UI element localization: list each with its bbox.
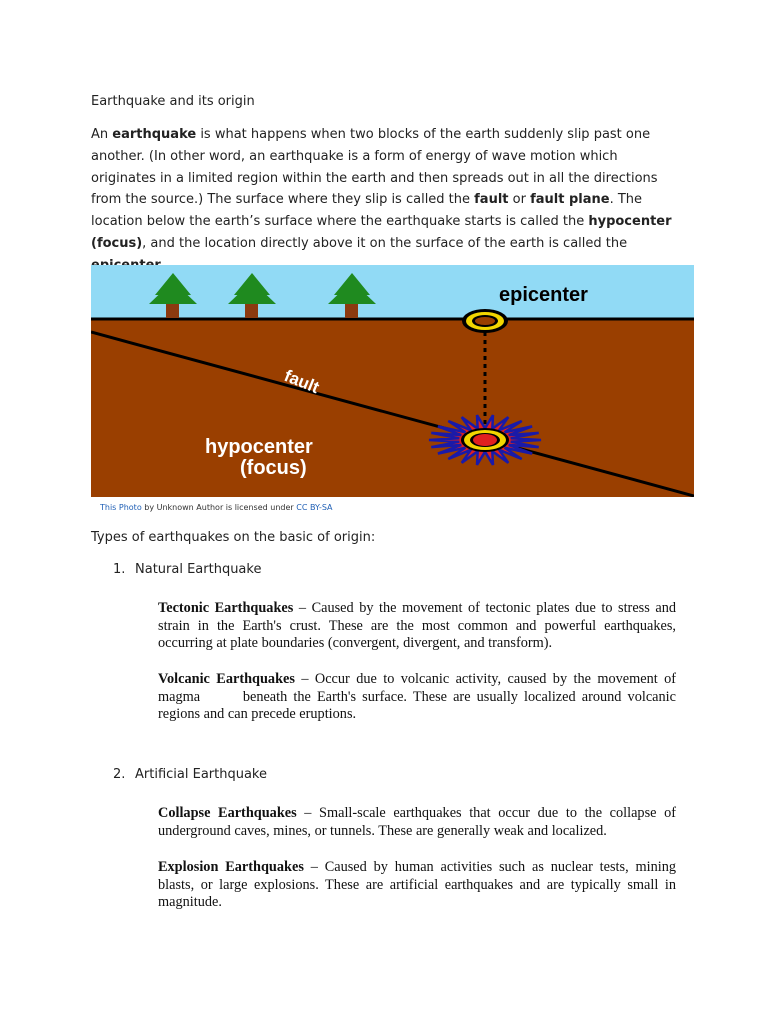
types-heading: Types of earthquakes on the basic of origin: bbox=[91, 530, 376, 545]
photo-link[interactable]: This Photo bbox=[100, 503, 142, 512]
intro-text: is what happens when two blocks of the earth suddenly slip past one another. (In other word, an earthquake is a form of energy of wave motion which originates in a limited region within the earth and then spreads out in all the directions from the source.) The surface where they slip is called the bbox=[91, 127, 658, 208]
definition-title: Explosion Earthquakes bbox=[158, 859, 304, 875]
definition-text: – Caused by human activities such as nuclear tests, mining blasts, or large explosions. These are artificial earthquakes and are typically small in magnitude. bbox=[158, 859, 676, 910]
list-label: Artificial Earthquake bbox=[135, 767, 267, 782]
page-heading: Earthquake and its origin bbox=[91, 94, 255, 109]
intro-text: , and the location directly above it on the surface of the earth is called the bbox=[142, 235, 628, 251]
definition-text: – Small-scale earthquakes that occur due to the collapse of underground caves, mines, or tunnels. These are generally weak and localized. bbox=[158, 805, 676, 839]
definition-title: Collapse Earthquakes bbox=[158, 805, 297, 821]
list-item-natural bbox=[113, 562, 261, 577]
list-label: Natural Earthquake bbox=[135, 562, 262, 577]
focus-label: (focus) bbox=[240, 457, 307, 479]
fault-label: fault bbox=[281, 366, 322, 398]
list-number: 1. bbox=[113, 562, 126, 577]
definition-explosion bbox=[158, 859, 676, 912]
definition-text: – Caused by the movement of tectonic plates due to stress and strain in the Earth's crust. These are the most common and powerful earthquakes, occurring at plate boundaries (convergent, divergent, and transform). bbox=[158, 600, 676, 651]
license-link[interactable]: CC BY-SA bbox=[296, 503, 333, 512]
epicenter-marker-icon bbox=[462, 309, 508, 333]
intro-text: An bbox=[91, 127, 113, 142]
definition-title: Volcanic Earthquakes bbox=[158, 671, 295, 687]
keyword-hypocenter: hypocenter (focus) bbox=[91, 214, 672, 251]
credit-text: by Unknown Author is licensed under bbox=[141, 503, 297, 512]
intro-text: . The location below the earth’s surface where the earthquake starts is called the bbox=[91, 192, 643, 230]
keyword-fault: fault bbox=[474, 192, 509, 208]
keyword-earthquake: earthquake bbox=[112, 127, 197, 142]
definition-tectonic bbox=[158, 600, 676, 653]
definition-title: Tectonic Earthquakes bbox=[158, 600, 294, 616]
list-number: 2. bbox=[113, 767, 126, 782]
intro-paragraph bbox=[91, 124, 677, 277]
intro-text: or bbox=[508, 192, 531, 208]
earthquake-diagram bbox=[91, 265, 694, 497]
definition-collapse bbox=[158, 805, 676, 840]
focus-ring bbox=[473, 434, 497, 446]
photo-credit bbox=[100, 503, 600, 512]
keyword-fault-plane: fault plane bbox=[530, 192, 610, 208]
definition-volcanic bbox=[158, 671, 680, 724]
hypocenter-label: hypocenter bbox=[205, 436, 313, 458]
definition-text: – Occur due to volcanic activity, caused by the movement of magma beneath the Earth's surface. These are usually localized around volcanic regions and can precede eruptions. bbox=[158, 671, 680, 722]
list-item-artificial bbox=[113, 767, 267, 782]
epicenter-label: epicenter bbox=[499, 284, 588, 306]
